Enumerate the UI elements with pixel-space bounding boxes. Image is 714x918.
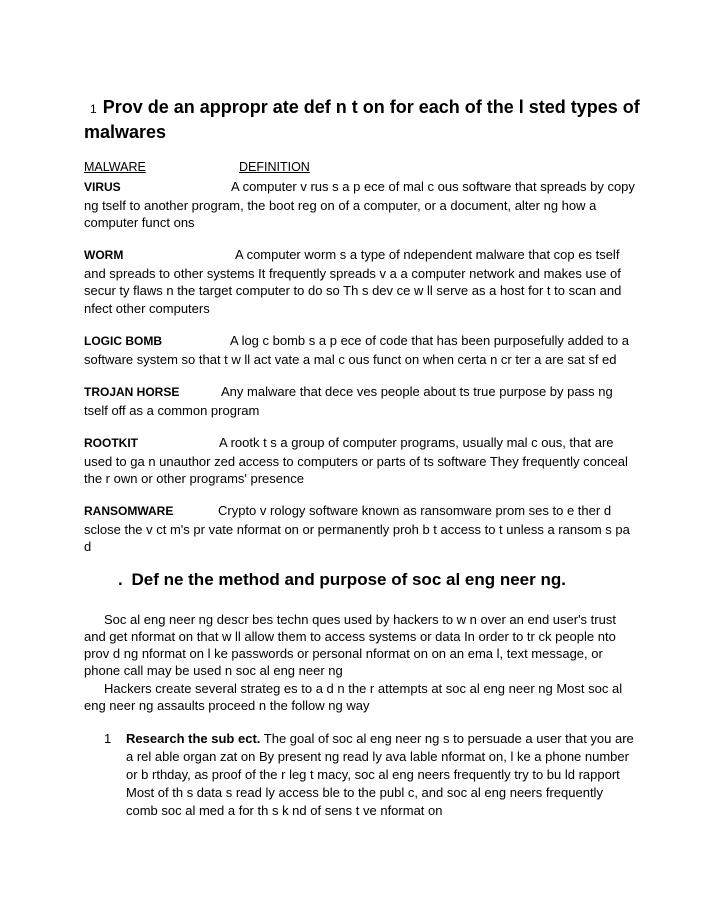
question-1-number: 1 [90, 102, 97, 116]
malware-definition: A rootk t s a group of computer programs, usually mal c ous, that are used to ga n unauthor zed access to computers or parts of ts software They frequently conceal the r own or other programs' presence [84, 435, 628, 486]
malware-definition: A log c bomb s a p ece of code that has been purposefully added to a software system so that t w ll act vate a mal c ous funct on when certa n cr ter a are sat sf ed [84, 333, 629, 367]
question-2-number: . [118, 570, 123, 589]
malware-term: TROJAN HORSE [84, 385, 180, 399]
paragraph-text: Hackers create several strateg es to a d n the r attempts at soc al eng neer ng Most soc al eng neer ng assaults proceed n the follow ng way [84, 681, 623, 713]
malware-entry-logic-bomb [84, 332, 636, 368]
malware-term: LOGIC BOMB [84, 334, 162, 348]
malware-term: RANSOMWARE [84, 504, 174, 518]
definition-column-header: DEFINITION [239, 160, 310, 174]
malware-definition: A computer v rus s a p ece of mal c ous software that spreads by copy ng tself to another program, the boot reg on of a computer, or a document, alter ng how a computer funct ons [84, 179, 635, 230]
question-1-heading [84, 96, 664, 144]
paragraph-2 [84, 680, 636, 714]
malware-entry-ransomware [84, 502, 636, 556]
paragraph-text: Soc al eng neer ng descr bes techn ques used by hackers to w n over an end user's trust and get nformat on that w ll allow them to access systems or data In order to tr ck people nto prov d ng nformat on l ke passwords or personal nformat on on an ema l, text message, or phone call may be used n soc al eng neer ng [84, 612, 616, 678]
malware-entry-worm [84, 246, 636, 317]
malware-column-header: MALWARE [84, 160, 146, 174]
malware-definition: Any malware that dece ves people about ts true purpose by pass ng tself off as a common program [84, 384, 613, 418]
malware-definition: Crypto v rology software known as ransomware prom ses to e ther d sclose the v ct m's pr vate nformat on or permanently proh b t access to t unless a ransom s pa d [84, 503, 630, 554]
malware-entry-trojan-horse [84, 383, 636, 419]
question-1-title: Prov de an appropr ate def n t on for each of the l sted types of malwares [84, 97, 640, 142]
malware-term: VIRUS [84, 180, 121, 194]
malware-term: ROOTKIT [84, 436, 138, 450]
list-item [104, 730, 634, 820]
question-2-heading [118, 570, 566, 590]
paragraph-1 [84, 611, 636, 679]
question-2-title: Def ne the method and purpose of soc al eng neer ng. [131, 570, 566, 589]
malware-entry-rootkit [84, 434, 636, 488]
malware-definition: A computer worm s a type of ndependent malware that cop es tself and spreads to other systems It frequently spreads v a a computer network and makes use of secur ty flaws n the target computer to do so Th s dev ce w ll serve as a host for t to scan and nfect other computers [84, 247, 622, 316]
list-item-number: 1 [104, 731, 112, 746]
list-item-text: The goal of soc al eng neer ng s to persuade a user that you are a rel able organ zat on By present ng read ly ava lable nformat on, l ke a phone number or b rthday, as proof of the r leg t macy, soc al eng neers frequently try to bu ld rapport Most of th s data s read ly access ble to the publ c, and soc al eng neers frequently comb soc al med a for th s k nd of sens t ve nformat on [126, 731, 634, 818]
malware-entry-virus [84, 178, 636, 232]
malware-term: WORM [84, 248, 124, 262]
list-item-content [126, 730, 634, 820]
list-item-heading: Research the sub ect. [126, 731, 261, 746]
